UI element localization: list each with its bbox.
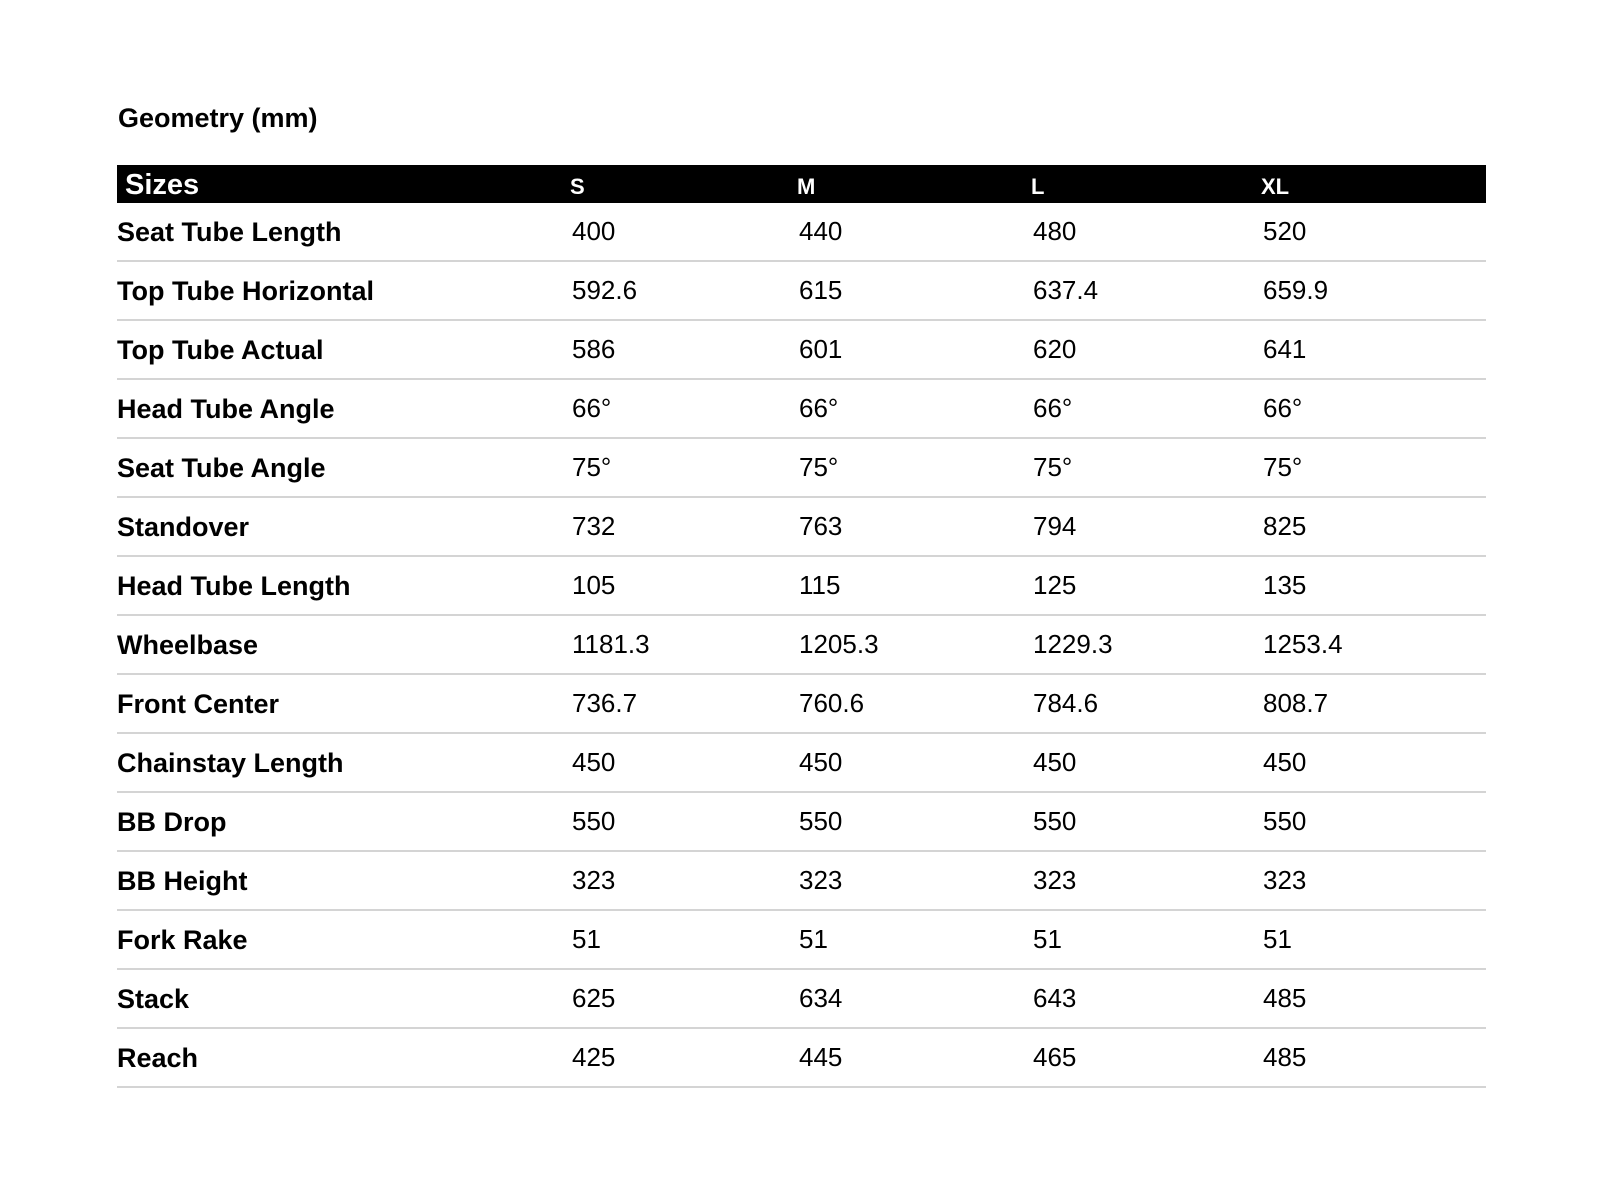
cell-size-s: 51: [572, 924, 601, 954]
row-label: Chainstay Length: [117, 747, 344, 778]
cell-size-m: 760.6: [799, 688, 865, 718]
cell-size-xl: 825: [1263, 511, 1307, 541]
cell-size-m: 615: [799, 275, 843, 305]
cell-size-xl: 641: [1263, 334, 1307, 364]
cell-size-l: 51: [1033, 924, 1062, 954]
row-label: Head Tube Length: [117, 570, 351, 601]
header-size-l: L: [1031, 174, 1045, 199]
cell-size-s: 66°: [572, 393, 612, 423]
cell-size-m: 115: [799, 570, 841, 600]
cell-size-l: 550: [1033, 806, 1077, 836]
cell-size-l: 784.6: [1033, 688, 1099, 718]
cell-size-xl: 485: [1263, 983, 1307, 1013]
row-label: Head Tube Angle: [117, 393, 335, 424]
row-label: Top Tube Horizontal: [117, 275, 374, 306]
cell-size-l: 480: [1033, 216, 1077, 246]
geometry-table: [117, 165, 1486, 1088]
table-row: [117, 852, 1486, 911]
cell-size-l: 125: [1033, 570, 1077, 600]
cell-size-xl: 75°: [1263, 452, 1303, 482]
cell-size-s: 732: [572, 511, 616, 541]
cell-size-m: 601: [799, 334, 843, 364]
cell-size-m: 450: [799, 747, 843, 777]
cell-size-m: 323: [799, 865, 843, 895]
table-row: [117, 262, 1486, 321]
cell-size-s: 736.7: [572, 688, 638, 718]
table-header: [117, 165, 1486, 203]
row-label: Wheelbase: [117, 629, 259, 660]
cell-size-xl: 1253.4: [1263, 629, 1343, 659]
cell-size-l: 450: [1033, 747, 1077, 777]
cell-size-xl: 135: [1263, 570, 1307, 600]
cell-size-l: 75°: [1033, 452, 1073, 482]
row-label: Seat Tube Length: [117, 216, 342, 247]
row-label: Standover: [117, 511, 250, 542]
table-row: [117, 675, 1486, 734]
cell-size-m: 440: [799, 216, 843, 246]
cell-size-xl: 550: [1263, 806, 1307, 836]
cell-size-xl: 659.9: [1263, 275, 1329, 305]
page-title: Geometry (mm): [118, 103, 318, 133]
cell-size-m: 51: [799, 924, 828, 954]
table-body: [117, 203, 1486, 1088]
cell-size-l: 620: [1033, 334, 1077, 364]
row-label: Fork Rake: [117, 924, 248, 955]
cell-size-l: 637.4: [1033, 275, 1099, 305]
cell-size-xl: 66°: [1263, 393, 1303, 423]
cell-size-l: 643: [1033, 983, 1077, 1013]
cell-size-xl: 520: [1263, 216, 1307, 246]
table-row: [117, 203, 1486, 262]
cell-size-m: 445: [799, 1042, 843, 1072]
cell-size-s: 586: [572, 334, 616, 364]
row-label: Stack: [117, 983, 190, 1014]
table-row: [117, 970, 1486, 1029]
cell-size-m: 634: [799, 983, 843, 1013]
row-label: BB Height: [117, 865, 248, 896]
cell-size-s: 1181.3: [572, 629, 650, 659]
cell-size-xl: 485: [1263, 1042, 1307, 1072]
cell-size-s: 323: [572, 865, 616, 895]
cell-size-m: 66°: [799, 393, 839, 423]
cell-size-s: 625: [572, 983, 616, 1013]
cell-size-s: 592.6: [572, 275, 638, 305]
row-label: BB Drop: [117, 806, 227, 837]
cell-size-m: 75°: [799, 452, 839, 482]
table-row: [117, 793, 1486, 852]
cell-size-l: 1229.3: [1033, 629, 1113, 659]
cell-size-s: 425: [572, 1042, 616, 1072]
table-row: [117, 380, 1486, 439]
cell-size-s: 550: [572, 806, 616, 836]
header-size-m: M: [797, 174, 816, 199]
cell-size-l: 323: [1033, 865, 1077, 895]
cell-size-s: 400: [572, 216, 616, 246]
cell-size-m: 763: [799, 511, 843, 541]
cell-size-l: 794: [1033, 511, 1077, 541]
header-size-s: S: [570, 174, 585, 199]
cell-size-l: 465: [1033, 1042, 1077, 1072]
table-row: [117, 1029, 1486, 1088]
cell-size-xl: 808.7: [1263, 688, 1329, 718]
cell-size-s: 75°: [572, 452, 612, 482]
row-label: Reach: [117, 1042, 199, 1073]
row-label: Top Tube Actual: [117, 334, 324, 365]
cell-size-s: 450: [572, 747, 616, 777]
cell-size-xl: 450: [1263, 747, 1307, 777]
table-row: [117, 557, 1486, 616]
table-row: [117, 321, 1486, 380]
cell-size-xl: 323: [1263, 865, 1307, 895]
row-label: Front Center: [117, 688, 279, 719]
header-size-xl: XL: [1261, 174, 1290, 199]
cell-size-l: 66°: [1033, 393, 1073, 423]
table-row: [117, 616, 1486, 675]
table-row: [117, 734, 1486, 793]
header-sizes-label: Sizes: [125, 168, 200, 201]
cell-size-m: 550: [799, 806, 843, 836]
cell-size-s: 105: [572, 570, 616, 600]
table-row: [117, 439, 1486, 498]
cell-size-xl: 51: [1263, 924, 1292, 954]
row-label: Seat Tube Angle: [117, 452, 326, 483]
cell-size-m: 1205.3: [799, 629, 879, 659]
table-row: [117, 911, 1486, 970]
table-row: [117, 498, 1486, 557]
